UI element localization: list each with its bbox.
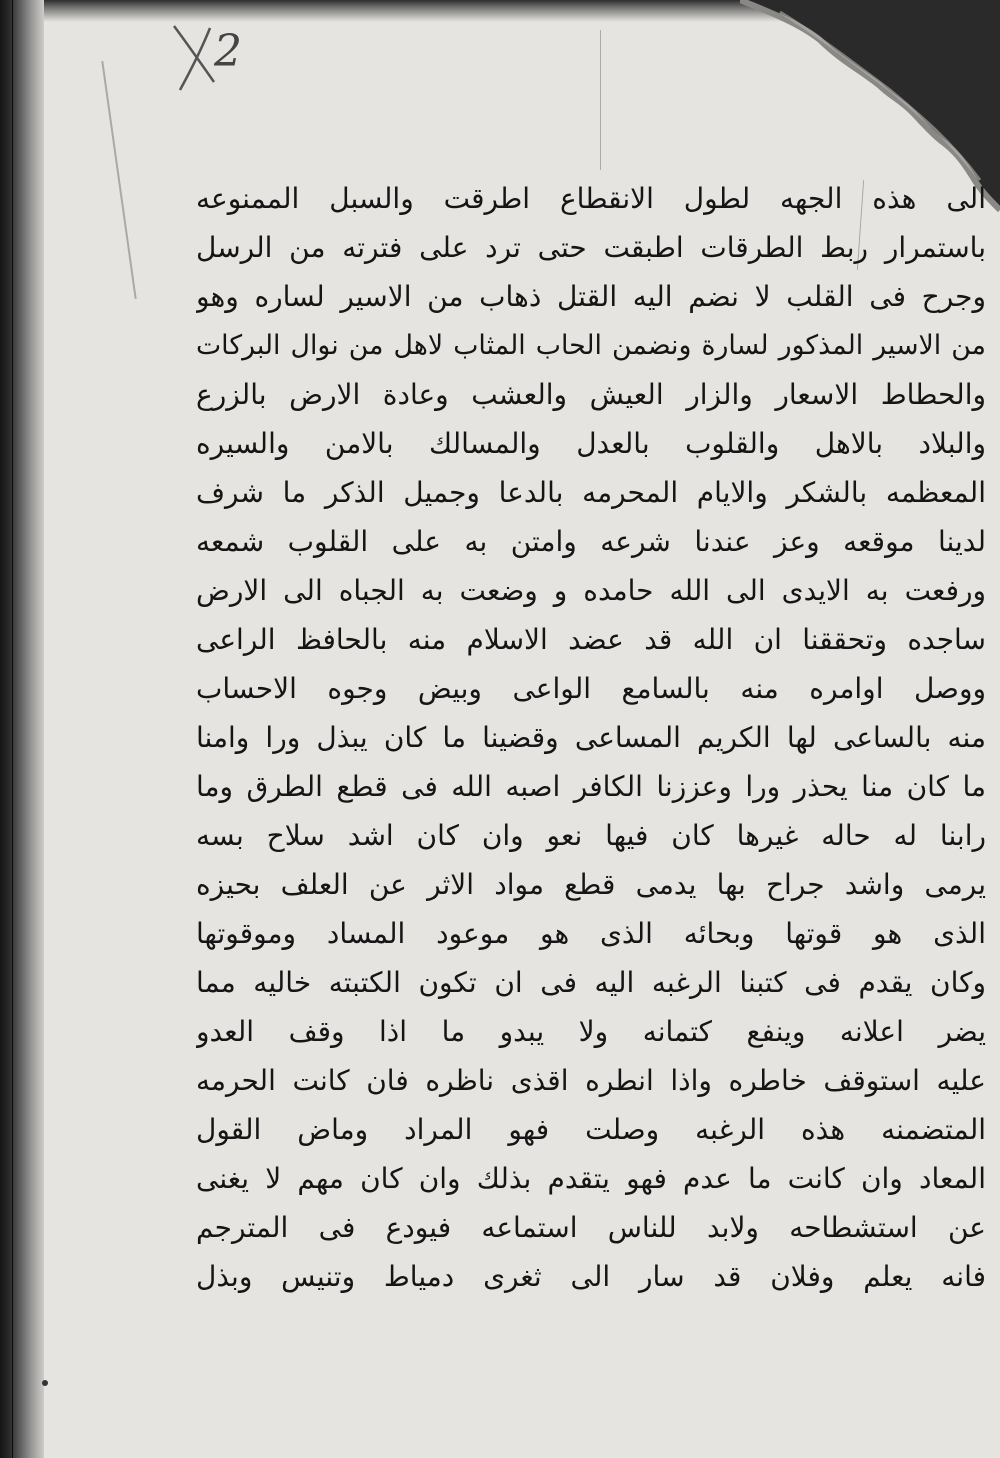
ink-speck xyxy=(42,1380,48,1386)
manuscript-line: والحطاط الاسعار والزار العيش والعشب وعادة الارض بالزرع xyxy=(196,378,986,411)
manuscript-line: عن استشطاحه ولابد للناس استماعه فيودع فى المترجم xyxy=(196,1211,986,1244)
manuscript-line: وجرح فى القلب لا نضم اليه القتل ذهاب من الاسير لساره وهو xyxy=(196,280,986,313)
folio-number: 2 xyxy=(214,26,242,77)
manuscript-line: المتضمنه هذه الرغبه وصلت فهو المراد وماض القول xyxy=(196,1113,986,1146)
binding-gutter xyxy=(0,0,44,1458)
manuscript-line: المعاد وان كانت ما عدم فهو يتقدم بذلك وان كان مهم لا يغنى xyxy=(196,1162,986,1195)
manuscript-line: المعظمه بالشكر والايام المحرمه بالدعا وجميل الذكر ما شرف xyxy=(196,476,986,509)
manuscript-line: الذى هو قوتها وبحائه الذى هو موعود المساد وموقوتها xyxy=(196,917,986,950)
manuscript-line: عليه استوقف خاطره واذا انطره اقذى ناظره فان كانت الحرمه xyxy=(196,1064,986,1097)
manuscript-line: من الاسير المذكور لسارة ونضمن الحاب المثاب لاهل من نوال البركات xyxy=(196,330,986,361)
manuscript-line: ما كان منا يحذر ورا وعززنا الكافر اصبه الله فى قطع الطرق وما xyxy=(196,770,986,803)
manuscript-text-block xyxy=(196,176,986,1316)
manuscript-line: ورفعت به الايدى الى الله حامده و وضعت به الجباه الى الارض xyxy=(196,574,986,607)
binding-edge-line xyxy=(12,0,13,1458)
manuscript-line: فانه يعلم وفلان قد سار الى ثغرى دمياط وتنيس وبذل xyxy=(196,1260,986,1293)
manuscript-line: ووصل اوامره منه بالسامع الواعى وبيض وجوه الاحساب xyxy=(196,672,986,705)
manuscript-line: الى هذه الجهه لطول الانقطاع اطرقت والسبل الممنوعه xyxy=(196,182,986,215)
manuscript-line: منه بالساعى لها الكريم المساعى وقضينا ما كان يبذل ورا وامنا xyxy=(196,721,986,754)
manuscript-line: يضر اعلانه وينفع كتمانه ولا يبدو ما اذا وقف العدو xyxy=(196,1015,986,1048)
manuscript-line: رابنا له حاله غيرها كان فيها نعو وان كان اشد سلاح بسه xyxy=(196,819,986,852)
manuscript-line: يرمى واشد جراح بها يدمى قطع مواد الاثر عن العلف بحيزه xyxy=(196,868,986,901)
manuscript-line: باستمرار ربط الطرقات اطبقت حتى ترد على فترته من الرسل xyxy=(196,231,986,264)
manuscript-line: وكان يقدم فى كتبنا الرغبه اليه فى ان تكون الكتبته خاليه مما xyxy=(196,966,986,999)
manuscript-line: لدينا موقعه وعز عندنا شرعه وامتن به على القلوب شمعه xyxy=(196,525,986,558)
paper-stain xyxy=(101,61,136,299)
paper-stain xyxy=(600,30,601,170)
manuscript-line: والبلاد بالاهل والقلوب بالعدل والمسالك بالامن والسيره xyxy=(196,427,986,460)
manuscript-line: ساجده وتحققنا ان الله قد عضد الاسلام منه بالحافظ الراعى xyxy=(196,623,986,656)
